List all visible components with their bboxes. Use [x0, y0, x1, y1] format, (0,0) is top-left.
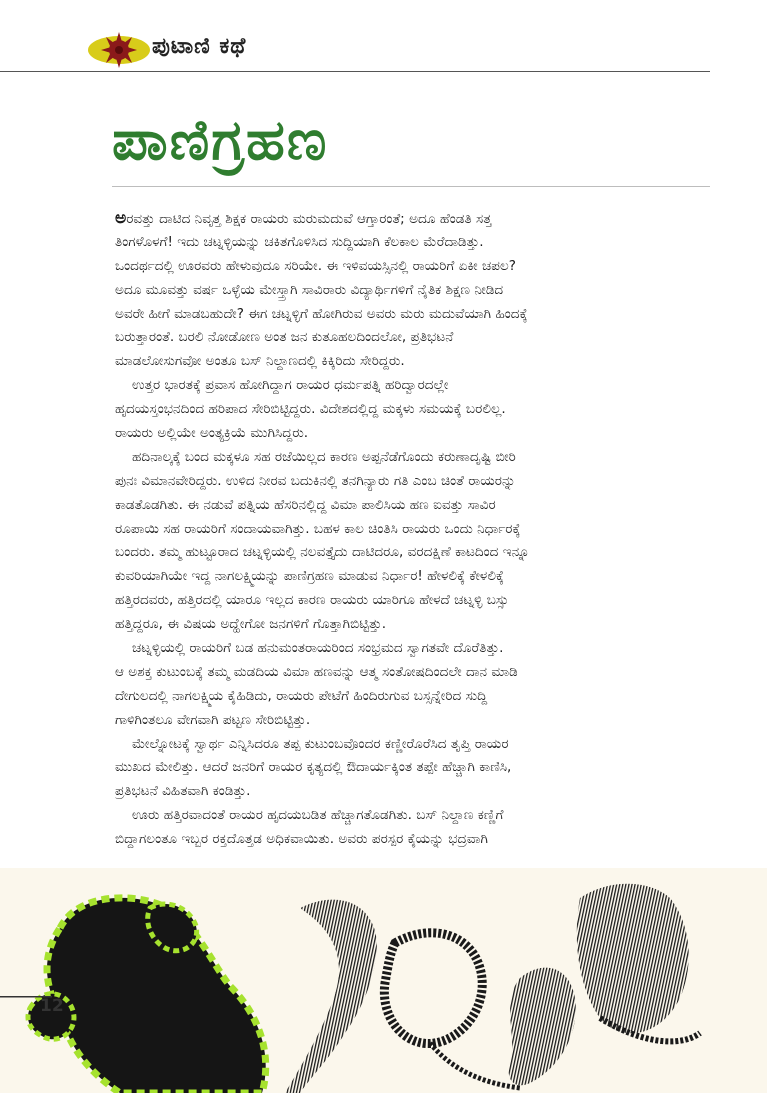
story-line: ಊರು ಹತ್ತಿರವಾದಂತೆ ರಾಯರ ಹೃದಯಬಡಿತ ಹೆಚ್ಚಾಗತೊಡಗಿತು. ಬಸ್ ನಿಲ್ದಾಣ ಕಣ್ಣಿಗೆ: [132, 807, 504, 824]
story-line: ಮೇಲ್ನೋಟಕ್ಕೆ ಸ್ವಾರ್ಥ ಎನ್ನಿಸಿದರೂ ತಪ್ಪ ಕುಟುಂಬವೊಂದರ ಕಣ್ಣೀರೊರೆಸಿದ ತೃಪ್ತಿ ರಾಯರ: [132, 735, 509, 752]
story-title: ಪಾಣಿಗ್ರಹಣ: [112, 108, 329, 173]
page-header: [0, 0, 767, 72]
section-title: ಪುಟಾಣಿ ಕಥೆ: [152, 34, 247, 59]
story-line: ಆ ಅಶಕ್ತ ಕುಟುಂಬಕ್ಕೆ ತಮ್ಮ ಮಡದಿಯ ವಿಮಾ ಹಣವನ್ನು ಆತ್ಮ ಸಂತೋಷದಿಂದಲೇ ದಾನ ಮಾಡಿ: [115, 663, 518, 680]
story-line: ಕುವರಿಯಾಗಿಯೇ ಇದ್ದ ನಾಗಲಕ್ಷ್ಮಿಯನ್ನು ಪಾಣಿಗ್ರಹಣ ಮಾಡುವ ನಿರ್ಧಾರ! ಹೇಳಲಿಕ್ಕೆ ಕೇಳಲಿಕ್ಕೆ: [115, 568, 504, 585]
story-line: ಮುಖದ ಮೇಲಿತ್ತು. ಆದರೆ ಜನರಿಗೆ ರಾಯರ ಕೃತ್ಯದಲ್ಲಿ ಔದಾರ್ಯಕ್ಕಿಂತ ತಪ್ಪೇ ಹೆಚ್ಚಾಗಿ ಕಾಣಿಸಿ,: [115, 759, 512, 776]
story-line: ಹತ್ತಿರದವರು, ಹತ್ತಿರದಲ್ಲಿ ಯಾರೂ ಇಲ್ಲದ ಕಾರಣ ರಾಯರು ಯಾರಿಗೂ ಹೇಳದೆ ಚಟ್ನಳ್ಳಿ ಬಸ್ಸು: [115, 592, 509, 609]
story-line: ಚಟ್ನಳ್ಳಿಯಲ್ಲಿ ರಾಯರಿಗೆ ಬಡ ಹನುಮಂತರಾಯರಿಂದ ಸಂಭ್ರಮದ ಸ್ವಾಗತವೇ ದೊರೆತಿತ್ತು.: [132, 640, 504, 657]
story-line: ಬಿದ್ದಾಗಲಂತೂ ಇಬ್ಬರ ರಕ್ತದೊತ್ತಡ ಅಧಿಕವಾಯಿತು. ಅವರು ಪರಸ್ಪರ ಕೈಯನ್ನು ಭದ್ರವಾಗಿ: [115, 831, 488, 848]
story-body: [115, 207, 707, 852]
flower-logo-icon: [86, 30, 152, 70]
decorative-illustration: [0, 868, 767, 1093]
title-divider: [112, 186, 710, 187]
story-line: ಹೃದಯಸ್ತಂಭನದಿಂದ ಹರಿಪಾದ ಸೇರಿಬಿಟ್ಟಿದ್ದರು. ವಿದೇಶದಲ್ಲಿದ್ದ ಮಕ್ಕಳು ಸಮಯಕ್ಕೆ ಬರಲಿಲ್ಲ.: [115, 401, 506, 418]
story-line: ಹತ್ತಿದ್ದರೂ, ಈ ವಿಷಯ ಅದ್ಹೇಗೋ ಜನಗಳಿಗೆ ಗೊತ್ತಾಗಿಬಿಟ್ಟಿತ್ತು.: [115, 616, 387, 633]
header-divider: [0, 71, 710, 72]
story-line: ಉತ್ತರ ಭಾರತಕ್ಕೆ ಪ್ರವಾಸ ಹೋಗಿದ್ದಾಗ ರಾಯರ ಧರ್ಮಪತ್ನಿ ಹರಿದ್ವಾರದಲ್ಲೇ: [132, 377, 449, 394]
story-line: ಅದೂ ಮೂವತ್ತು ವರ್ಷ ಒಳ್ಳೆಯ ಮೇಸ್ತ್ರಾಗಿ ಸಾವಿರಾರು ವಿದ್ಯಾರ್ಥಿಗಳಿಗೆ ನೈತಿಕ ಶಿಕ್ಷಣ ನೀಡಿದ: [115, 281, 504, 298]
story-line: ಪುನಃ ವಿಮಾನವೇರಿದ್ದರು. ಉಳಿದ ನೀರವ ಬದುಕಿನಲ್ಲಿ ತನಗಿನ್ಯಾರು ಗತಿ ಎಂಬ ಚಿಂತೆ ರಾಯರನ್ನು: [115, 472, 516, 489]
story-line: ಅರವತ್ತು ದಾಟಿದ ನಿವೃತ್ತ ಶಿಕ್ಷಕ ರಾಯರು ಮರುಮದುವೆ ಆಗ್ತಾರಂತೆ; ಅದೂ ಹೆಂಡತಿ ಸತ್ತ: [115, 208, 492, 228]
story-line: ಬರುತ್ತಾರಂತೆ. ಬರಲಿ ನೋಡೋಣ ಅಂತ ಜನ ಕುತೂಹಲದಿಂದಲೋ, ಪ್ರತಿಭಟನೆ: [115, 329, 454, 346]
story-line: ಹದಿನಾಲ್ಕಕ್ಕೆ ಬಂದ ಮಕ್ಕಳೂ ಸಹ ರಜೆಯಿಲ್ಲದ ಕಾರಣ ಅಪ್ಪನೆಡೆಗೊಂದು ಕರುಣಾದೃಷ್ಟಿ ಬೀರಿ: [132, 448, 516, 465]
story-line: ದೇಗುಲದಲ್ಲಿ ನಾಗಲಕ್ಷ್ಮಿಯ ಕೈಹಿಡಿದು, ರಾಯರು ಪೇಟೆಗೆ ಹಿಂದಿರುಗುವ ಬಸ್ಸನ್ನೇರಿದ ಸುದ್ದಿ: [115, 687, 488, 704]
story-line: ಅವರೇ ಹೀಗೆ ಮಾಡಬಹುದೇ? ಈಗ ಚಟ್ನಳ್ಳಿಗೆ ಹೋಗಿರುವ ಅವರು ಮರು ಮದುವೆಯಾಗಿ ಹಿಂದಕ್ಕೆ: [115, 305, 528, 322]
story-line: ಮಾಡಲೋಸುಗವೋ ಅಂತೂ ಬಸ್ ನಿಲ್ದಾಣದಲ್ಲಿ ಕಿಕ್ಕಿರಿದು ಸೇರಿದ್ದರು.: [115, 353, 405, 370]
story-line: ತಿಂಗಳೊಳಗೆ! ಇದು ಚಟ್ನಳ್ಳಿಯನ್ನು ಚಕಿತಗೊಳಿಸಿದ ಸುದ್ದಿಯಾಗಿ ಕೆಲಕಾಲ ಮೆರೆದಾಡಿತ್ತು.: [115, 233, 484, 250]
story-line: ಕಾಡತೊಡಗಿತು. ಈ ನಡುವೆ ಪತ್ನಿಯ ಹೆಸರಿನಲ್ಲಿದ್ದ ವಿಮಾ ಪಾಲಿಸಿಯ ಹಣ ಐವತ್ತು ಸಾವಿರ: [115, 496, 496, 513]
story-line: ರೂಪಾಯಿ ಸಹ ರಾಯರಿಗೆ ಸಂದಾಯವಾಗಿತ್ತು. ಬಹಳ ಕಾಲ ಚಿಂತಿಸಿ ರಾಯರು ಒಂದು ನಿರ್ಧಾರಕ್ಕೆ: [115, 520, 521, 537]
story-line: ಗಾಳಿಗಿಂತಲೂ ವೇಗವಾಗಿ ಪಟ್ಟಣ ಸೇರಿಬಿಟ್ಟಿತ್ತು.: [115, 711, 311, 728]
story-line: ಪ್ರತಿಭಟನೆ ವಿಹಿತವಾಗಿ ಕಂಡಿತ್ತು.: [115, 783, 251, 800]
story-line: ರಾಯರು ಅಲ್ಲಿಯೇ ಅಂತ್ಯಕ್ರಿಯೆ ಮುಗಿಸಿದ್ದರು.: [115, 425, 309, 442]
story-line: ಒಂದರ್ಥದಲ್ಲಿ ಊರವರು ಹೇಳುವುದೂ ಸರಿಯೇ. ಈ ಇಳಿವಯಸ್ಸಿನಲ್ಲಿ ರಾಯರಿಗೆ ಏಕೀ ಚಪಲ?: [115, 257, 517, 274]
page-number: 12: [40, 996, 64, 1016]
story-line: ಬಂದರು. ತಮ್ಮ ಹುಟ್ಟೂರಾದ ಚಟ್ನಳ್ಳಿಯಲ್ಲಿ ನಲವತ್ತೈದು ದಾಟಿದರೂ, ವರದಕ್ಷಿಣೆ ಕಾಟದಿಂದ ಇನ್ನೂ: [115, 544, 530, 561]
